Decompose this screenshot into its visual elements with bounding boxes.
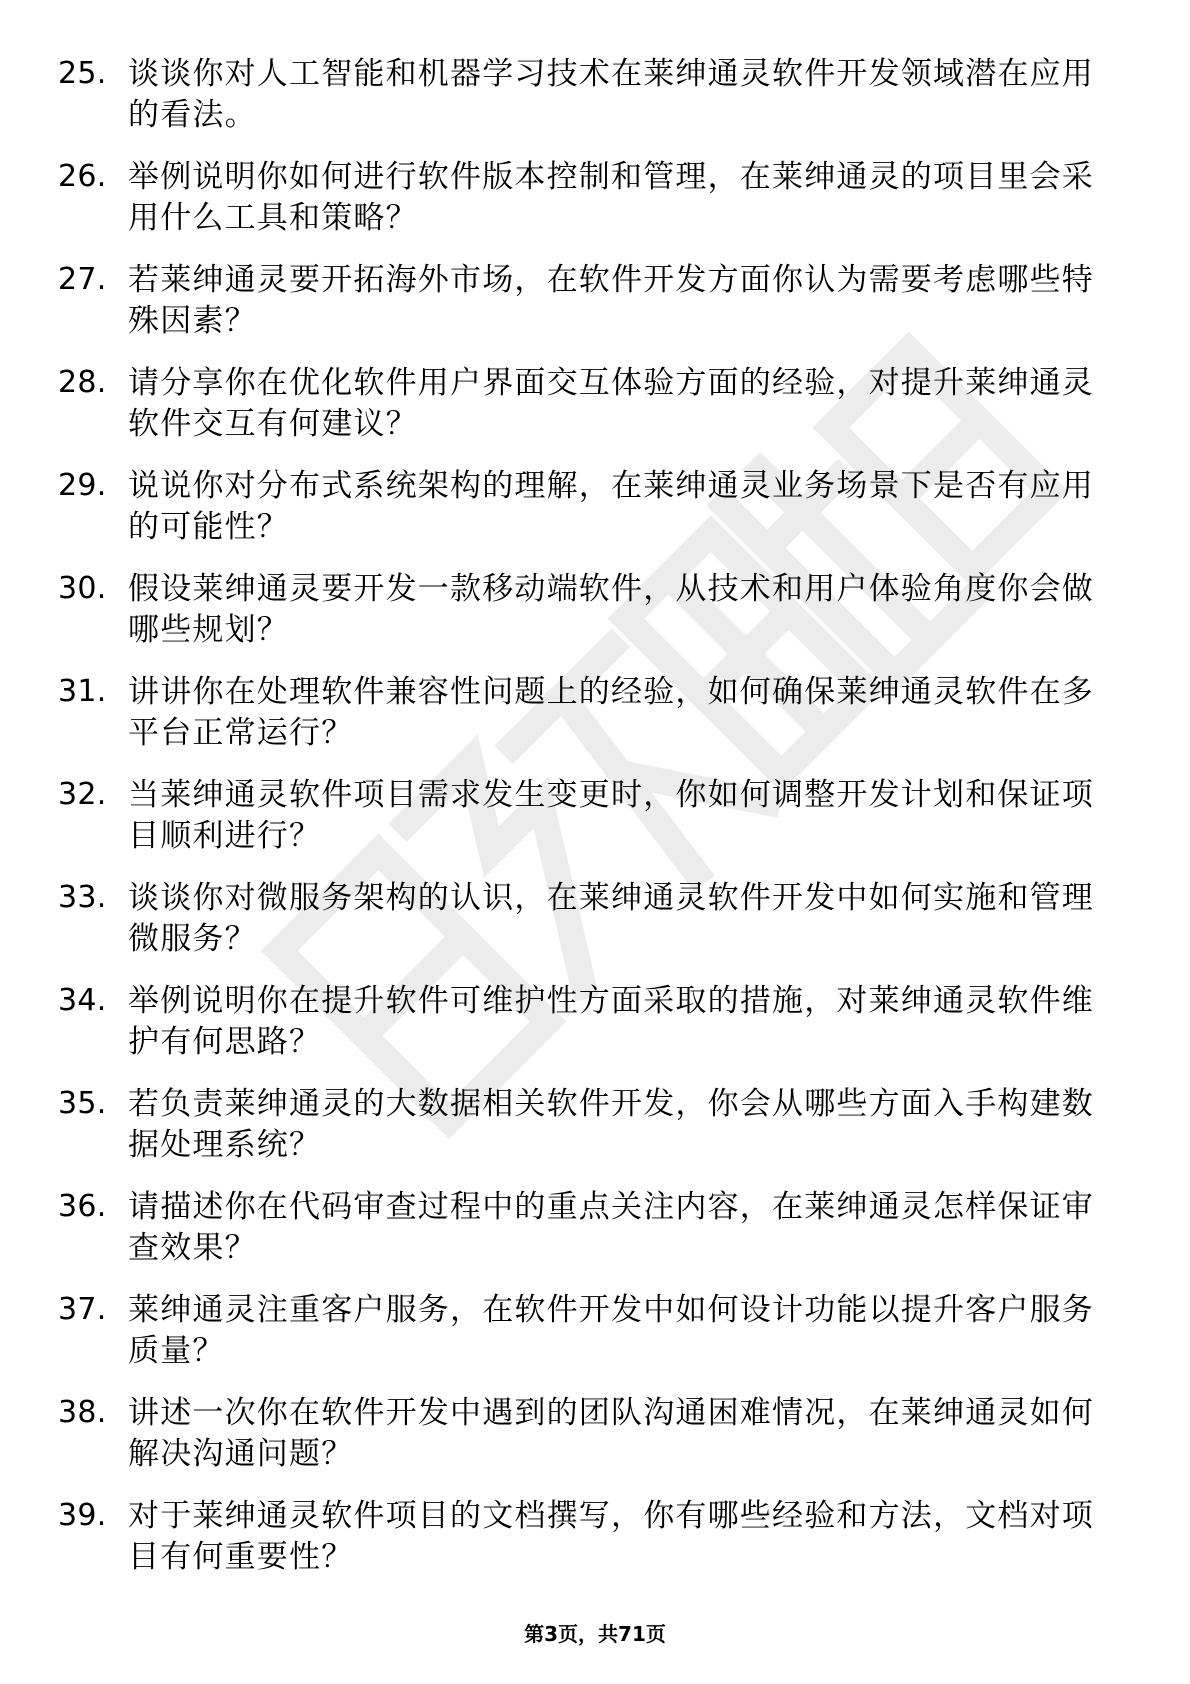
list-item [58,1290,1108,1390]
question-number: 35. [58,1086,107,1121]
question-text: 讲述一次你在软件开发中遇到的团队沟通困难情况，在莱绅通灵如何解决沟通问题？ [128,1395,1094,1472]
list-item [58,1496,1108,1596]
question-text: 谈谈你对人工智能和机器学习技术在莱绅通灵软件开发领域潜在应用的看法。 [128,56,1094,133]
question-number: 39. [58,1498,107,1533]
question-number: 25. [58,56,107,91]
question-number: 38. [58,1395,107,1430]
question-number: 36. [58,1189,107,1224]
question-number: 28. [58,365,107,400]
question-text: 请描述你在代码审查过程中的重点关注内容，在莱绅通灵怎样保证审查效果？ [128,1189,1094,1266]
list-item [58,1393,1108,1493]
question-number: 32. [58,777,107,812]
list-item [58,878,1108,978]
list-item [58,981,1108,1081]
list-item [58,1187,1108,1287]
list-item [58,672,1108,772]
question-number: 26. [58,159,107,194]
question-number: 31. [58,674,107,709]
question-number: 33. [58,880,107,915]
page-number-footer: 第3页，共71页 [524,1622,666,1646]
list-item [58,157,1108,257]
question-text: 讲讲你在处理软件兼容性问题上的经验，如何确保莱绅通灵软件在多平台正常运行？ [128,674,1094,751]
question-text: 请分享你在优化软件用户界面交互体验方面的经验，对提升莱绅通灵软件交互有何建议？ [128,365,1094,442]
question-text: 当莱绅通灵软件项目需求发生变更时，你如何调整开发计划和保证项目顺利进行？ [128,777,1094,854]
list-item [58,363,1108,463]
list-item [58,466,1108,566]
list-item [58,775,1108,875]
question-number: 29. [58,468,107,503]
question-text: 对于莱绅通灵软件项目的文档撰写，你有哪些经验和方法，文档对项目有何重要性？ [128,1498,1094,1575]
list-item [58,260,1108,360]
question-text: 说说你对分布式系统架构的理解，在莱绅通灵业务场景下是否有应用的可能性？ [128,468,1094,545]
list-item [58,1084,1108,1184]
question-text: 假设莱绅通灵要开发一款移动端软件，从技术和用户体验角度你会做哪些规划？ [128,571,1094,648]
question-number: 27. [58,262,107,297]
question-number: 30. [58,571,107,606]
question-number: 37. [58,1292,107,1327]
list-item [58,54,1108,154]
question-list [58,54,1108,1599]
question-text: 若莱绅通灵要开拓海外市场，在软件开发方面你认为需要考虑哪些特殊因素？ [128,262,1094,339]
question-text: 举例说明你如何进行软件版本控制和管理，在莱绅通灵的项目里会采用什么工具和策略？ [128,159,1094,236]
question-number: 34. [58,983,107,1018]
question-text: 举例说明你在提升软件可维护性方面采取的措施，对莱绅通灵软件维护有何思路？ [128,983,1094,1060]
question-text: 谈谈你对微服务架构的认识，在莱绅通灵软件开发中如何实施和管理微服务？ [128,880,1094,957]
list-item [58,569,1108,669]
question-text: 莱绅通灵注重客户服务，在软件开发中如何设计功能以提升客户服务质量？ [128,1292,1094,1369]
question-text: 若负责莱绅通灵的大数据相关软件开发，你会从哪些方面入手构建数据处理系统？ [128,1086,1094,1163]
